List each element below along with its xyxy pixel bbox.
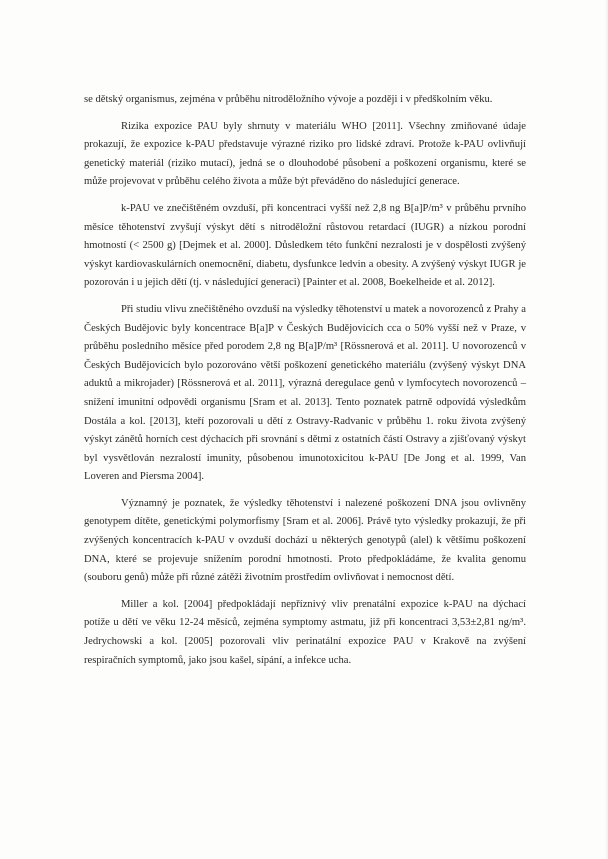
paragraph-5: Významný je poznatek, že výsledky těhotenství i nalezené poškození DNA jsou ovlivněny genotypem dítěte, genetickými polymorfismy [Sram et al. 2006]. Právě tyto výsledky prokazují, že při zvýšených koncentracích k-PAU v ovzduší dochází u některých genotypů (alel) k většímu poškození DNA, které se projevuje snížením porodní hmotnosti. Proto předpokládáme, že kvalita genomu (souboru genů) může při různé zátěži životním prostředím ovlivňovat i nemocnost dětí. bbox=[84, 497, 526, 584]
paragraph-1: se dětský organismus, zejména v průběhu nitroděložního vývoje a později i v předškolním věku. bbox=[84, 94, 493, 105]
paragraph-4: Při studiu vlivu znečištěného ovzduší na výsledky těhotenství u matek a novorozenců z Prahy a Českých Budějovic byly koncentrace B[a]P v Českých Budějovicích cca o 50% vyšší než v Praze, v průběhu posledního měsíce před porodem 2,8 ng B[a]P/m³ [Rössnerová et al. 2011]. U novorozenců v Českých Budějovicích bylo pozorováno větší poškození genetického materiálu (zvýšený výskyt DNA aduktů a mikrojader) [Rössnerová et al. 2011], výrazná deregulace genů v lymfocytech novorozenců – snížení imunitní odpovědi organismu [Sram et al. 2013]. Tento poznatek patrně odpovídá výsledkům Dostála a kol. [2013], kteří pozorovali u dětí z Ostravy-Radvanic v průběhu 1. roku života zvýšený výskyt zánětů horních cest dýchacích při srovnání s dětmi z ostatních částí Ostravy a zjišťovaný výskyt byl vysvětlován nezralostí imunity, působenou imunotoxicitou k-PAU [De Jong et al. 1999, Van Loveren and Piersma 2004]. bbox=[84, 303, 526, 483]
document-body bbox=[84, 91, 526, 670]
paragraph-6: Miller a kol. [2004] předpokládají nepříznivý vliv prenatální expozice k-PAU na dýchací potíže u dětí ve věku 12-24 měsíců, zejména symptomy astmatu, již při koncentraci 3,53±2,81 ng/m³. Jedrychowski a kol. [2005] pozorovali vliv perinatální expozice PAU v Krakově na zvýšení respiračních symptomů, jako jsou kašel, sípání, a infekce ucha. bbox=[84, 598, 526, 666]
paragraph-3: k-PAU ve znečištěném ovzduší, při koncentraci vyšší než 2,8 ng B[a]P/m³ v průběhu prvního měsíce těhotenství zvyšují výskyt dětí s nitroděložní růstovou retardací (IUGR) a nízkou porodní hmotností (< 2500 g) [Dejmek et al. 2000]. Důsledkem této funkční nezralosti je v dospělosti zvýšený výskyt kardiovaskulárních onemocnění, diabetu, dysfunkce ledvin a obesity. A zvýšený výskyt IUGR je pozorován i u jejich dětí (tj. v následující generaci) [Painter et al. 2008, Boekelheide et al. 2012]. bbox=[84, 202, 526, 289]
paragraph-2: Rizika expozice PAU byly shrnuty v materiálu WHO [2011]. Všechny zmiňované údaje prokazují, že expozice k-PAU představuje výrazné riziko pro lidské zdraví. Protože k-PAU ovlivňují genetický materiál (riziko mutací), jedná se o dlouhodobé působení a poškození organismu, které se může projevovat v průběhu celého života a může být převáděno do následující generace. bbox=[84, 120, 526, 188]
